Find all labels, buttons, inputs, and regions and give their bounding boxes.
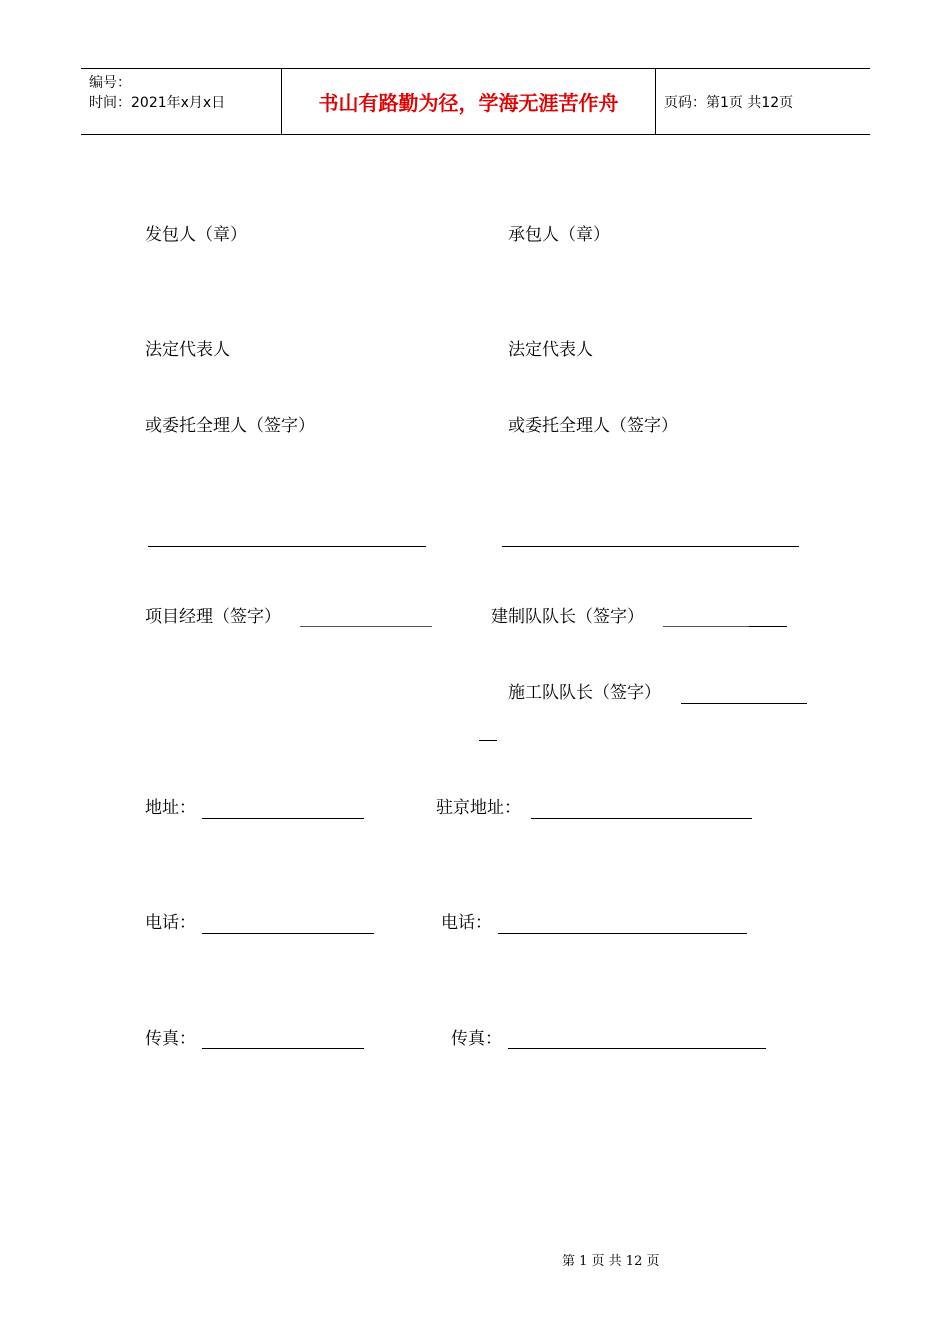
- footer-page-number: 第 1 页 共 12 页: [562, 1254, 660, 1269]
- construction-leader-label: 施工队队长（签字）: [508, 683, 661, 703]
- document-time-label: 时间：2021年x月x日: [89, 95, 226, 111]
- contractor-signature-line[interactable]: [502, 546, 799, 547]
- project-manager-label: 项目经理（签字）: [145, 607, 281, 627]
- contractor-legal-rep-label: 法定代表人: [508, 340, 593, 360]
- employer-address-label: 地址：: [145, 798, 196, 818]
- document-number-label: 编号：: [89, 75, 131, 91]
- employer-fax-label: 传真：: [145, 1029, 196, 1049]
- contractor-fax-label: 传真：: [451, 1029, 502, 1049]
- employer-fax-line[interactable]: [202, 1048, 364, 1049]
- employer-phone-line[interactable]: [202, 933, 374, 934]
- beijing-address-label: 驻京地址：: [436, 798, 521, 818]
- employer-signature-line[interactable]: [148, 546, 426, 547]
- project-manager-signature-line[interactable]: [300, 626, 432, 627]
- construction-leader-signature-line-wrap: [479, 740, 497, 741]
- contractor-fax-line[interactable]: [508, 1048, 766, 1049]
- header-page-info: 页码：第1页 共12页: [664, 94, 794, 111]
- construction-leader-signature-line[interactable]: [681, 703, 807, 704]
- employer-phone-label: 电话：: [145, 913, 196, 933]
- team-leader-label: 建制队队长（签字）: [491, 607, 644, 627]
- contractor-phone-line[interactable]: [498, 933, 747, 934]
- document-header: [81, 68, 870, 135]
- header-motto: 书山有路勤为径，学海无涯苦作舟: [318, 91, 619, 115]
- contractor-seal-label: 承包人（章）: [508, 225, 610, 245]
- contractor-agent-label: 或委托全理人（签字）: [508, 416, 678, 436]
- contractor-phone-label: 电话：: [441, 913, 492, 933]
- employer-address-line[interactable]: [202, 818, 364, 819]
- header-divider-right: [655, 69, 656, 134]
- employer-seal-label: 发包人（章）: [145, 225, 247, 245]
- team-leader-signature-line-end: [749, 626, 787, 627]
- beijing-address-line[interactable]: [531, 818, 752, 819]
- employer-legal-rep-label: 法定代表人: [145, 340, 230, 360]
- employer-agent-label: 或委托全理人（签字）: [145, 416, 315, 436]
- header-meta: [89, 73, 225, 113]
- team-leader-signature-line[interactable]: [663, 626, 749, 627]
